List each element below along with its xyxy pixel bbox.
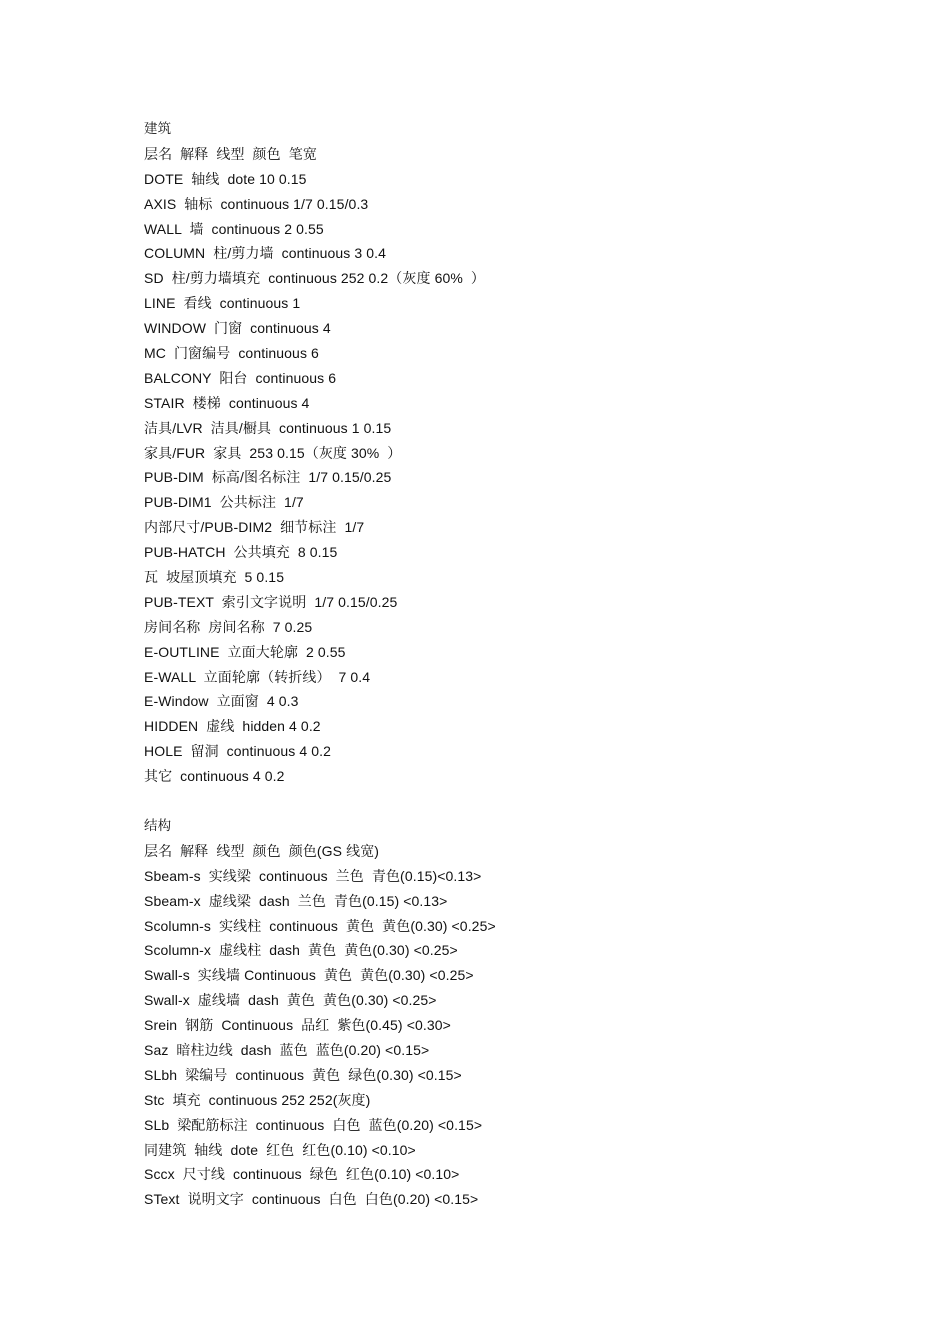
layer-entry: Scolumn-x 虚线柱 dash 黄色 黄色(0.30) <0.25> [144, 942, 458, 959]
layer-entry: Saz 暗柱边线 dash 蓝色 蓝色(0.20) <0.15> [144, 1042, 430, 1059]
layer-entry: 家具/FUR 家具 253 0.15（灰度 30% ） [144, 444, 402, 461]
layer-entry: WALL 墙 continuous 2 0.55 [144, 220, 324, 237]
section-title: 建筑 [144, 121, 172, 137]
layer-entry: 同建筑 轴线 dote 红色 红色(0.10) <0.10> [144, 1141, 416, 1158]
table-header: 层名 解释 线型 颜色 颜色(GS 线宽) [144, 842, 380, 859]
layer-entry: 房间名称 房间名称 7 0.25 [144, 618, 313, 635]
layer-entry: PUB-DIM1 公共标注 1/7 [144, 494, 304, 511]
layer-entry: Sbeam-s 实线梁 continuous 兰色 青色(0.15)<0.13> [144, 867, 482, 884]
layer-entry: LINE 看线 continuous 1 [144, 295, 301, 312]
layer-entry: Swall-x 虚线墙 dash 黄色 黄色(0.30) <0.25> [144, 992, 437, 1009]
section-title: 结构 [144, 818, 172, 834]
layer-entry: Sccx 尺寸线 continuous 绿色 红色(0.10) <0.10> [144, 1166, 460, 1183]
layer-entry: Swall-s 实线墙 Continuous 黄色 黄色(0.30) <0.25> [144, 967, 474, 984]
layer-entry: E-OUTLINE 立面大轮廓 2 0.55 [144, 643, 346, 660]
layer-entry: STAIR 楼梯 continuous 4 [144, 394, 310, 411]
layer-entry: PUB-DIM 标高/图名标注 1/7 0.15/0.25 [144, 469, 392, 486]
layer-entry: SLbh 梁编号 continuous 黄色 绿色(0.30) <0.15> [144, 1066, 462, 1083]
layer-entry: 瓦 坡屋顶填充 5 0.15 [144, 569, 285, 586]
layer-entry: 内部尺寸/PUB-DIM2 细节标注 1/7 [144, 519, 365, 536]
layer-entry: E-WALL 立面轮廓（转折线） 7 0.4 [144, 668, 371, 685]
layer-entry: SText 说明文字 continuous 白色 白色(0.20) <0.15> [144, 1191, 479, 1208]
layer-entry: WINDOW 门窗 continuous 4 [144, 320, 331, 337]
layer-entry: 洁具/LVR 洁具/橱具 continuous 1 0.15 [144, 419, 392, 436]
layer-entry: HIDDEN 虚线 hidden 4 0.2 [144, 718, 321, 735]
structure-section [144, 814, 904, 1212]
layer-entry: COLUMN 柱/剪力墙 continuous 3 0.4 [144, 245, 386, 262]
layer-entry: DOTE 轴线 dote 10 0.15 [144, 170, 307, 187]
layer-entry: AXIS 轴标 continuous 1/7 0.15/0.3 [144, 195, 369, 212]
layer-entry: SLb 梁配筋标注 continuous 白色 蓝色(0.20) <0.15> [144, 1116, 483, 1133]
layer-entry: Srein 钢筋 Continuous 品红 紫色(0.45) <0.30> [144, 1017, 451, 1034]
layer-entry: HOLE 留洞 continuous 4 0.2 [144, 743, 332, 760]
layer-entry: PUB-TEXT 索引文字说明 1/7 0.15/0.25 [144, 593, 398, 610]
layer-entry: MC 门窗编号 continuous 6 [144, 345, 319, 362]
table-header: 层名 解释 线型 颜色 笔宽 [144, 145, 317, 162]
layer-entry: Stc 填充 continuous 252 252(灰度) [144, 1091, 371, 1108]
layer-entry: BALCONY 阳台 continuous 6 [144, 369, 337, 386]
architecture-section [144, 117, 904, 789]
layer-entry: Scolumn-s 实线柱 continuous 黄色 黄色(0.30) <0.25> [144, 917, 496, 934]
layer-entry: 其它 continuous 4 0.2 [144, 768, 285, 785]
layer-entry: SD 柱/剪力墙填充 continuous 252 0.2（灰度 60% ） [144, 270, 486, 287]
layer-entry: PUB-HATCH 公共填充 8 0.15 [144, 544, 338, 561]
layer-entry: E-Window 立面窗 4 0.3 [144, 693, 299, 710]
layer-entry: Sbeam-x 虚线梁 dash 兰色 青色(0.15) <0.13> [144, 892, 448, 909]
